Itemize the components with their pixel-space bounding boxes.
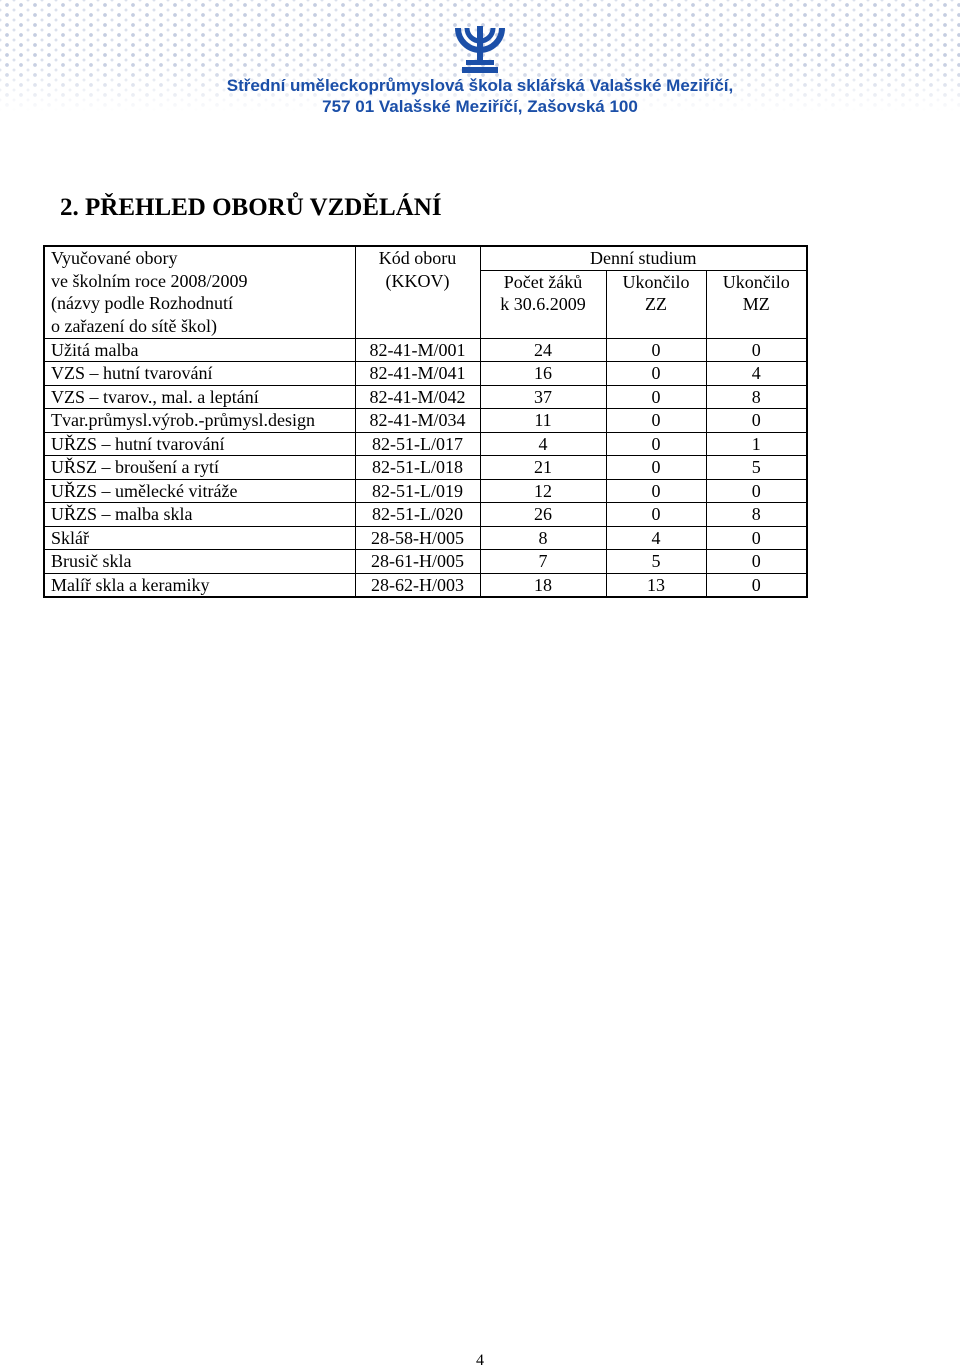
mz-cell: 5 [706, 456, 807, 480]
field-code-cell: 82-41-M/042 [355, 385, 480, 409]
field-code-cell: 82-51-L/019 [355, 479, 480, 503]
field-name-cell: Užitá malba [44, 338, 355, 362]
field-name-cell: Malíř skla a keramiky [44, 573, 355, 597]
field-code-cell: 82-41-M/041 [355, 362, 480, 386]
mz-cell: 0 [706, 479, 807, 503]
zz-cell: 0 [606, 362, 706, 386]
field-name-cell: Sklář [44, 526, 355, 550]
zz-cell: 0 [606, 432, 706, 456]
zz-cell: 0 [606, 409, 706, 433]
zz-cell: 5 [606, 550, 706, 574]
field-name-cell: VZS – hutní tvarování [44, 362, 355, 386]
pupils-cell: 11 [480, 409, 606, 433]
pupils-cell: 4 [480, 432, 606, 456]
pupils-cell: 37 [480, 385, 606, 409]
table-row [44, 573, 807, 597]
header-field-name [44, 246, 355, 338]
header-zz [606, 270, 706, 338]
section-title: 2. PŘEHLED OBORŮ VZDĚLÁNÍ [60, 194, 442, 221]
field-code-cell: 28-61-H/005 [355, 550, 480, 574]
field-name-cell: Brusič skla [44, 550, 355, 574]
header-mz-line: Ukončilo [722, 271, 790, 292]
header-pupils [480, 270, 606, 338]
pupils-cell: 26 [480, 503, 606, 527]
field-code-cell: 82-51-L/017 [355, 432, 480, 456]
page-number: 4 [476, 1352, 484, 1369]
zz-cell: 0 [606, 479, 706, 503]
header-mz-line: MZ [742, 294, 770, 314]
header-field-name-line: (názvy podle Rozhodnutí [51, 293, 233, 313]
pupils-cell: 24 [480, 338, 606, 362]
table-row [44, 526, 807, 550]
study-fields-table [43, 245, 808, 598]
table-row [44, 409, 807, 433]
field-code-cell: 28-62-H/003 [355, 573, 480, 597]
mz-cell: 0 [706, 526, 807, 550]
table-row [44, 503, 807, 527]
table-row [44, 338, 807, 362]
header-field-code-line: (KKOV) [385, 270, 450, 291]
mz-cell: 8 [706, 385, 807, 409]
pupils-cell: 8 [480, 526, 606, 550]
mz-cell: 0 [706, 573, 807, 597]
field-name-cell: VZS – tvarov., mal. a leptání [44, 385, 355, 409]
table-row [44, 385, 807, 409]
mz-cell: 1 [706, 432, 807, 456]
field-name-cell: UŘSZ – broušení a rytí [44, 456, 355, 480]
mz-cell: 4 [706, 362, 807, 386]
school-address: 757 01 Valašské Meziříčí, Zašovská 100 [322, 97, 638, 116]
table-row [44, 550, 807, 574]
header-field-name-line: Vyučované obory [51, 248, 178, 268]
zz-cell: 0 [606, 385, 706, 409]
zz-cell: 0 [606, 338, 706, 362]
pupils-cell: 18 [480, 573, 606, 597]
field-code-cell: 82-41-M/001 [355, 338, 480, 362]
header-pupils-line: Počet žáků [503, 271, 583, 292]
table-row [44, 479, 807, 503]
header-zz-line: ZZ [645, 294, 667, 314]
school-name: Střední uměleckoprůmyslová škola sklářská Valašské Meziříčí, [226, 76, 734, 95]
pupils-cell: 16 [480, 362, 606, 386]
school-logo-icon [452, 22, 508, 76]
mz-cell: 0 [706, 409, 807, 433]
table-header-row [44, 246, 807, 270]
zz-cell: 0 [606, 503, 706, 527]
table-row [44, 456, 807, 480]
header-field-code-line: Kód oboru [378, 248, 457, 268]
zz-cell: 13 [606, 573, 706, 597]
table-row [44, 432, 807, 456]
field-code-cell: 82-51-L/020 [355, 503, 480, 527]
header-pupils-line: k 30.6.2009 [500, 294, 586, 314]
header-field-name-line: o zařazení do sítě škol) [51, 315, 217, 336]
field-name-cell: UŘZS – malba skla [44, 503, 355, 527]
mz-cell: 8 [706, 503, 807, 527]
header-zz-line: Ukončilo [622, 271, 690, 292]
zz-cell: 4 [606, 526, 706, 550]
header-daily-study: Denní studium [480, 246, 807, 270]
pupils-cell: 21 [480, 456, 606, 480]
header-field-name-line: ve školním roce 2008/2009 [51, 270, 248, 291]
mz-cell: 0 [706, 338, 807, 362]
field-code-cell: 82-51-L/018 [355, 456, 480, 480]
header-field-code [355, 246, 480, 338]
table-row [44, 362, 807, 386]
field-name-cell: UŘZS – umělecké vitráže [44, 479, 355, 503]
pupils-cell: 7 [480, 550, 606, 574]
field-name-cell: Tvar.průmysl.výrob.-průmysl.design [44, 409, 355, 433]
field-name-cell: UŘZS – hutní tvarování [44, 432, 355, 456]
zz-cell: 0 [606, 456, 706, 480]
header-mz [706, 270, 807, 338]
field-code-cell: 28-58-H/005 [355, 526, 480, 550]
mz-cell: 0 [706, 550, 807, 574]
field-code-cell: 82-41-M/034 [355, 409, 480, 433]
pupils-cell: 12 [480, 479, 606, 503]
